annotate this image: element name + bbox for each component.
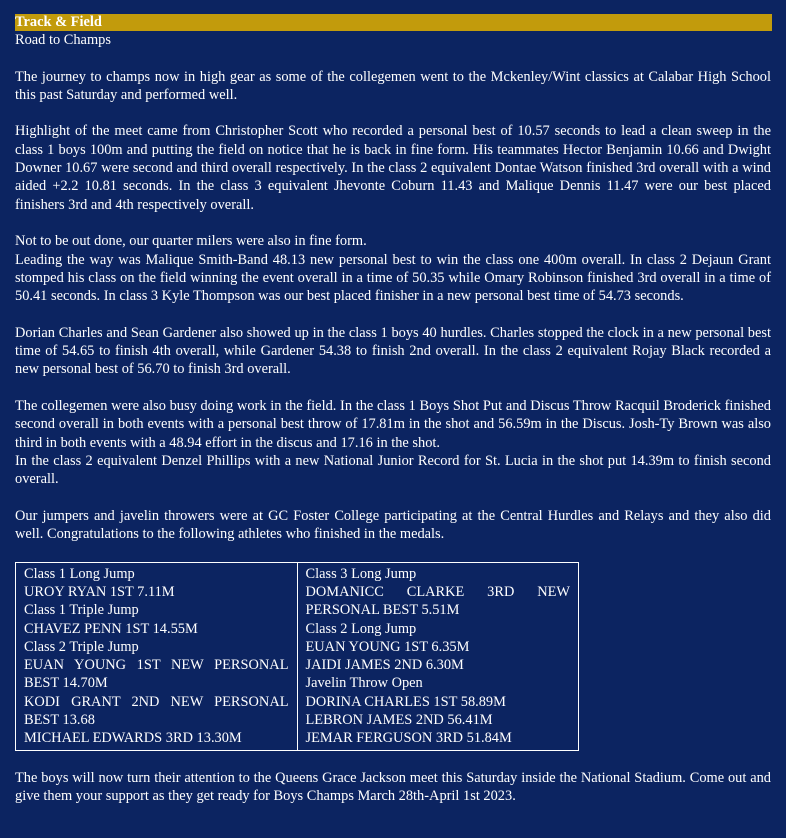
article — [15, 14, 771, 805]
closing-paragraph: The boys will now turn their attention to the Queens Grace Jackson meet this Saturday inside the National Stadium. Come out and give them your support as they get ready for Boys Champs March 28th-April 1st 2023. — [15, 769, 771, 805]
medal-entry: MICHAEL EDWARDS 3RD 13.30M — [24, 730, 242, 747]
article-subtitle: Road to Champs — [15, 32, 111, 48]
medal-entry: Class 1 Triple Jump — [24, 602, 139, 619]
medal-entry: Class 2 Triple Jump — [24, 638, 139, 655]
medal-entry: Class 3 Long Jump — [305, 565, 417, 582]
medal-entry: UROY RYAN 1ST 7.11M — [24, 583, 175, 600]
hurdles-paragraph: Dorian Charles and Sean Gardener also showed up in the class 1 boys 40 hurdles. Charles stopped the clock in a new personal best time of 54.65 to finish 4th overall, while Gardener 54.38 to finish 2nd overall. In the class 2 equivalent Rojay Black recorded a new personal best of 56.70 to finish 3rd overall. — [15, 324, 771, 378]
medal-entry: Class 1 Long Jump — [24, 565, 135, 582]
class2-field-paragraph: In the class 2 equivalent Denzel Phillips with a new National Junior Record for St. Lucia in the shot put 14.39m to finish second overall. — [15, 452, 771, 488]
medal-entry: EUAN YOUNG 1ST 6.35M — [305, 638, 470, 655]
medals-table — [15, 562, 579, 751]
intro-paragraph: The journey to champs now in high gear as some of the collegemen went to the Mckenley/Wint classics at Calabar High School this past Saturday and performed well. — [15, 68, 771, 103]
medal-entry: DOMANICC CLARKE 3RD NEW PERSONAL BEST 5.51M — [305, 583, 570, 619]
medal-entry: LEBRON JAMES 2ND 56.41M — [305, 711, 493, 728]
medal-entry: DORINA CHARLES 1ST 58.89M — [305, 693, 506, 710]
medal-entry: Class 2 Long Jump — [305, 620, 417, 637]
medal-entry: Javelin Throw Open — [305, 675, 423, 692]
jumpers-paragraph: Our jumpers and javelin throwers were at GC Foster College participating at the Central Hurdles and Relays and they also did well. Congratulations to the following athletes who finished in the medals. — [15, 507, 771, 543]
medal-entry: JEMAR FERGUSON 3RD 51.84M — [305, 730, 512, 747]
field-events-paragraph: The collegemen were also busy doing work in the field. In the class 1 Boys Shot Put and Discus Throw Racquil Broderick finished second overall in both events with a personal best throw of 17.81m in the shot and 56.59m in the Discus. Josh-Ty Brown was also third in both events with a 48.94 effort in the discus and 17.16 in the shot. — [15, 397, 771, 451]
medals-left-column — [16, 562, 298, 750]
medal-entry: JAIDI JAMES 2ND 6.30M — [305, 657, 464, 674]
quarter-milers-paragraph: Leading the way was Malique Smith-Band 48.13 new personal best to win the class one 400m overall. In class 2 Dejaun Grant stomped his class on the field winning the event overall in a time of 50.35 while Omary Robinson finished 3rd overall in a time of 50.41 seconds. In class 3 Kyle Thompson was our best placed finisher in a new personal best time of 54.73 seconds. — [15, 251, 771, 305]
section-header: Track & Field — [15, 14, 772, 31]
medal-entry: KODI GRANT 2ND NEW PERSONAL BEST 13.68 — [24, 693, 289, 728]
medals-right-column — [297, 562, 579, 750]
quarter-milers-intro: Not to be out done, our quarter milers were also in fine form. — [15, 233, 367, 250]
medal-entry: EUAN YOUNG 1ST NEW PERSONAL BEST 14.70M — [24, 657, 289, 692]
medal-entry: CHAVEZ PENN 1ST 14.55M — [24, 620, 198, 637]
sprints-paragraph: Highlight of the meet came from Christopher Scott who recorded a personal best of 10.57 seconds to lead a clean sweep in the class 1 boys 100m and putting the field on notice that he is back in fine form. His teammates Hector Benjamin 10.66 and Dwight Downer 10.67 were second and third overall respectively. In the class 2 equivalent Dontae Watson finished 3rd overall with a wind aided +2.2 10.81 seconds. In the class 3 equivalent Jhevonte Coburn 11.43 and Malique Dennis 11.47 were our best placed finishers 3rd and 4th respectively overall. — [15, 123, 771, 213]
